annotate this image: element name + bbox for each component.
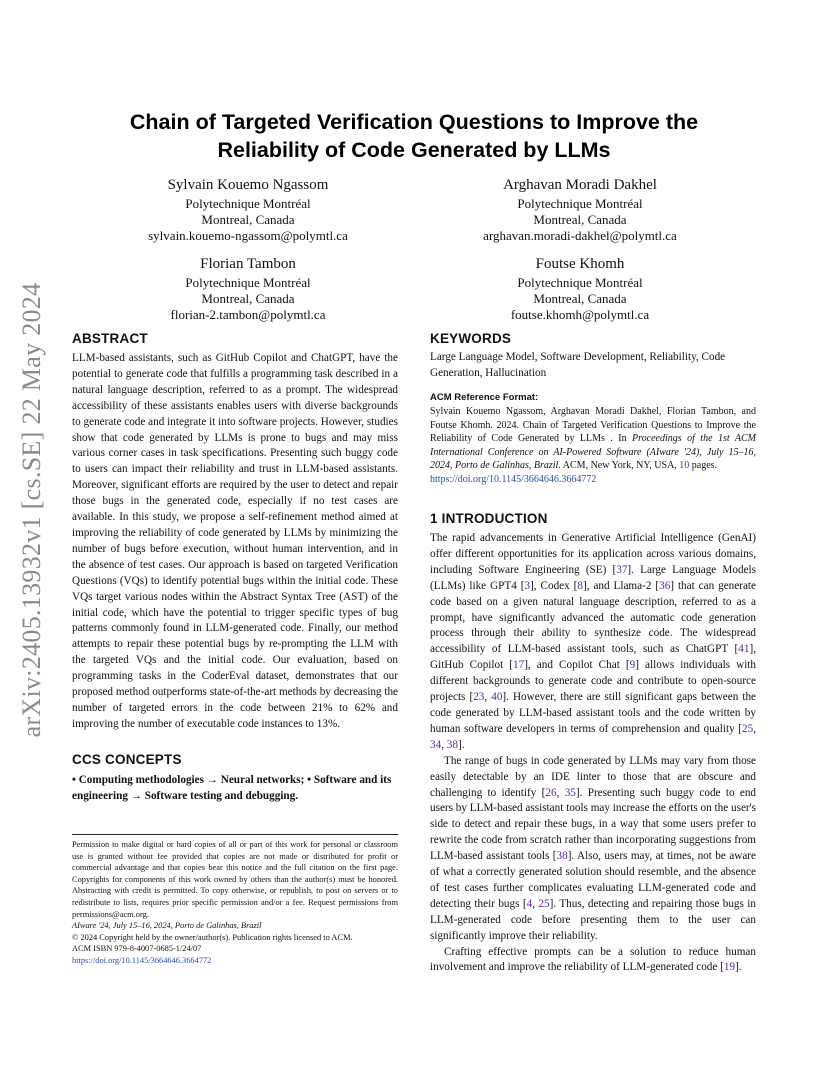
intro-body xyxy=(430,531,756,976)
author-location: Montreal, Canada xyxy=(533,212,627,227)
citation-link[interactable]: 25 xyxy=(538,897,550,910)
author-block xyxy=(430,175,730,244)
intro-text-segment: ]. However, there are still significant gaps between the code generated by LLM-based assistant tools and the code written by human software developers in terms of comprehension and quality [ xyxy=(430,691,757,735)
keywords-body: Large Language Model, Software Development, Reliability, Code Generation, Hallucination xyxy=(430,351,726,379)
author-location: Montreal, Canada xyxy=(201,291,295,306)
ccs-concepts xyxy=(72,773,398,805)
citation-link[interactable]: 36 xyxy=(659,579,671,592)
author-block xyxy=(98,254,398,323)
author-affiliation: Polytechnique Montréal xyxy=(185,275,311,290)
intro-paragraph xyxy=(430,754,756,945)
ccs-concept: Software testing and debugging xyxy=(144,789,296,802)
citation-link[interactable]: 3 xyxy=(524,579,531,592)
citation-link[interactable]: 41 xyxy=(738,643,750,656)
footnote-permission: Permission to make digital or hard copies of all or part of this work for personal or classroom use is granted without fee provided that copies are not made or distributed for profit or commercial advantage and that copies bear this notice and the full citation on the first page. Copyrights for components of this work owned by others than the author(s) must be honored. Abstracting with credit is permitted. To copy otherwise, or republish, to post on servers or to redistribute to lists, requires prior specific permission and/or a fee. Request permissions from permissions@acm.org. xyxy=(72,840,398,919)
intro-text-segment: ]. Also, users may, at times, not be aware of what a correctly generated solution should resemble, and the absence of test cases further complicates evaluating LLM-generated code and detecting their bugs [ xyxy=(430,850,756,910)
footnote xyxy=(72,839,398,967)
abstract-body xyxy=(72,351,398,733)
citation-link[interactable]: 25 xyxy=(742,722,754,735)
title-line-1: Chain of Targeted Verification Questions to Improve the xyxy=(129,110,699,134)
reference-format-heading: ACM Reference Format: xyxy=(430,392,539,403)
citation-link[interactable]: 17 xyxy=(513,659,525,672)
intro-text-segment: ]. Large Language Models (LLMs) like GPT4 [ xyxy=(430,563,756,592)
author-block xyxy=(430,254,730,323)
citation-link[interactable]: 38 xyxy=(556,850,568,863)
citation-link[interactable]: 35 xyxy=(564,786,576,799)
intro-text-segment: ], Codex [ xyxy=(530,579,578,592)
author-email: foutse.khomh@polymtl.ca xyxy=(510,307,650,322)
author-email: sylvain.kouemo-ngassom@polymtl.ca xyxy=(148,228,348,243)
ccs-concept: Software and its engineering xyxy=(72,774,392,802)
arxiv-sidebar xyxy=(8,230,56,790)
arxiv-identifier: arXiv:2405.13932v1 [cs.SE] 22 May 2024 xyxy=(17,282,46,738)
reference-pages-word: pages. xyxy=(689,460,718,472)
citation-link[interactable]: 40 xyxy=(491,691,503,704)
intro-text-segment: ], GitHub Copilot [ xyxy=(430,643,756,672)
intro-text-segment: ], and Copilot Chat [ xyxy=(524,659,630,672)
author-name: Sylvain Kouemo Ngassom xyxy=(167,177,329,193)
intro-text-segment: , xyxy=(556,786,565,799)
ccs-heading: CCS CONCEPTS xyxy=(72,752,182,767)
ccs-concept: Computing methodologies xyxy=(78,774,204,786)
citation-link[interactable]: 9 xyxy=(629,659,636,672)
author-name: Florian Tambon xyxy=(200,256,296,272)
intro-text-segment: Crafting effective prompts can be a solution to reduce human involvement and improve the reliability of LLM-generated code [ xyxy=(430,945,756,974)
author-affiliation: Polytechnique Montréal xyxy=(517,196,643,211)
intro-text-segment: ] allows individuals with different backgrounds to generate code and contribute to open-source projects [ xyxy=(430,659,756,704)
ccs-bullet: • xyxy=(72,774,76,786)
intro-text-segment: ]. Thus, detecting and repairing those bugs in LLM-generated code before presenting them to the user can significantly improve their reliability. xyxy=(430,897,756,942)
intro-text-segment: The rapid advancements in Generative Artificial Intelligence (GenAI) offer different opportunities for its application across various domains, including Software Engineering (SE) [ xyxy=(430,532,756,576)
citation-link[interactable]: 4 xyxy=(526,897,533,910)
citation-link[interactable]: 23 xyxy=(473,691,485,704)
author-location: Montreal, Canada xyxy=(201,212,295,227)
ccs-separator: ; xyxy=(300,774,305,786)
title-line-2: Reliability of Code Generated by LLMs xyxy=(217,138,611,162)
intro-paragraph xyxy=(430,945,756,977)
footnote-venue: AIware '24, July 15–16, 2024, Porto de Galinhas, Brazil xyxy=(72,921,262,931)
intro-text-segment: , xyxy=(753,722,756,735)
reference-doi-link[interactable]: https://doi.org/10.1145/3664646.3664772 xyxy=(430,473,597,485)
intro-text-segment: ]. Presenting such buggy code to end users by LLM-based assistant tools may increase the efforts on the user's side to detect and repair these bugs, in a way that some users prefer to rewrite the code from scratch rather than incorporating suggestions from LLM-based assistant tools [ xyxy=(430,786,757,863)
citation-link[interactable]: 38 xyxy=(446,738,458,751)
intro-text-segment: ] that can generate code based on a given natural language description, referred to as a prompt, have significantly advanced the automatic code generation process through their ability to synthesize code. The widespread accessibility of LLM-based assistant tools, such as ChatGPT [ xyxy=(430,579,756,656)
reference-authors: Sylvain Kouemo Ngassom, Arghavan Moradi Dakhel, Florian Tambon, and Foutse Khomh. 2024. Chain of Targeted Verification Questions to Improve the Reliability of Code Generated by LLMs . In xyxy=(430,406,756,445)
paper-title xyxy=(96,108,732,164)
citation-link[interactable]: 34 xyxy=(430,738,442,751)
intro-text-segment: The range of bugs in code generated by LLMs may vary from those easily detectable by an IDE linter to those that are obscure and challenging to identify [ xyxy=(430,754,756,799)
citation-link[interactable]: 37 xyxy=(616,563,628,576)
footnote-doi-link[interactable]: https://doi.org/10.1145/3664646.3664772 xyxy=(72,955,212,965)
abstract-heading: ABSTRACT xyxy=(72,331,148,346)
ccs-end: . xyxy=(295,789,299,802)
intro-paragraph xyxy=(430,531,756,754)
footnote-isbn: ACM ISBN 979-8-4007-0685-1/24/07 xyxy=(72,944,202,954)
citation-link[interactable]: 8 xyxy=(577,579,583,592)
intro-text-segment: , xyxy=(532,897,539,910)
intro-text-segment: ]. xyxy=(735,961,742,974)
ccs-arrow: → xyxy=(130,789,142,802)
author-email: arghavan.moradi-dakhel@polymtl.ca xyxy=(483,228,677,243)
author-name: Foutse Khomh xyxy=(535,256,625,272)
intro-text-segment: ], and Llama-2 [ xyxy=(582,579,660,592)
footnote-copyright: © 2024 Copyright held by the owner/author(s). Publication rights licensed to ACM. xyxy=(72,932,353,942)
author-affiliation: Polytechnique Montréal xyxy=(185,196,311,211)
intro-text-segment: , xyxy=(441,738,447,751)
reference-publisher: ACM, New York, NY, USA, xyxy=(560,460,680,472)
footnote-rule xyxy=(72,834,398,835)
intro-text-segment: ]. xyxy=(457,738,465,751)
author-affiliation: Polytechnique Montréal xyxy=(517,275,643,290)
citation-link[interactable]: 26 xyxy=(545,786,557,799)
author-location: Montreal, Canada xyxy=(533,291,627,306)
intro-text-segment: , xyxy=(484,691,492,704)
reference-pages-link[interactable]: 10 xyxy=(679,460,690,472)
author-block xyxy=(98,175,398,244)
author-name: Arghavan Moradi Dakhel xyxy=(503,177,657,193)
ccs-arrow: → xyxy=(206,774,218,786)
abstract-text: LLM-based assistants, such as GitHub Copilot and ChatGPT, have the potential to generate code that fulfills a programming task described in a natural language description, referred to as a prompt. The widespread accessibility of these assistants enables users with diverse backgrounds to generate code and integrate it into software projects. However, studies show that code generated by LLMs is prone to bugs and may miss various corner cases in task specifications. Presenting such buggy code to users can impact their reliability and trust in LLM-based assistants. Moreover, significant efforts are required by the user to detect and repair those bugs in the generated code, especially if no test cases are available. In this study, we propose a self-refinement method aimed at improving the reliability of code generated by LLMs by minimizing the number of bugs before execution, without human intervention, and in the absence of test cases. Our approach is based on targeted Verification Questions (VQs) to identify potential bugs within the initial code. These VQs target various nodes within the Abstract Syntax Tree (AST) of the initial code, which have the potential to trigger specific types of bug patterns commonly found in LLM-generated code. Finally, our method attempts to repair these potential bugs by re-prompting the LLM with the targeted VQs and the initial code. Our evaluation, based on programming tasks in the CoderEval dataset, demonstrates that our proposed method outperforms state-of-the-art methods by decreasing the number of targeted errors in the code between 21% to 62% and improving the number of executable code instances to 13%. xyxy=(72,352,398,730)
intro-heading: 1 INTRODUCTION xyxy=(430,511,548,526)
reference-proceedings: Proceedings of the 1st ACM International Conference on AI-Powered Software (AIware '24), July 15–16, 2024, Porto de Galinhas, Brazil. xyxy=(430,433,756,472)
keywords-heading: KEYWORDS xyxy=(430,331,512,346)
ccs-concept: Neural networks xyxy=(220,774,301,786)
citation-link[interactable]: 19 xyxy=(723,961,736,974)
author-email: florian-2.tambon@polymtl.ca xyxy=(170,307,326,322)
reference-format-body xyxy=(430,405,756,487)
ccs-bullet: • xyxy=(307,774,312,786)
